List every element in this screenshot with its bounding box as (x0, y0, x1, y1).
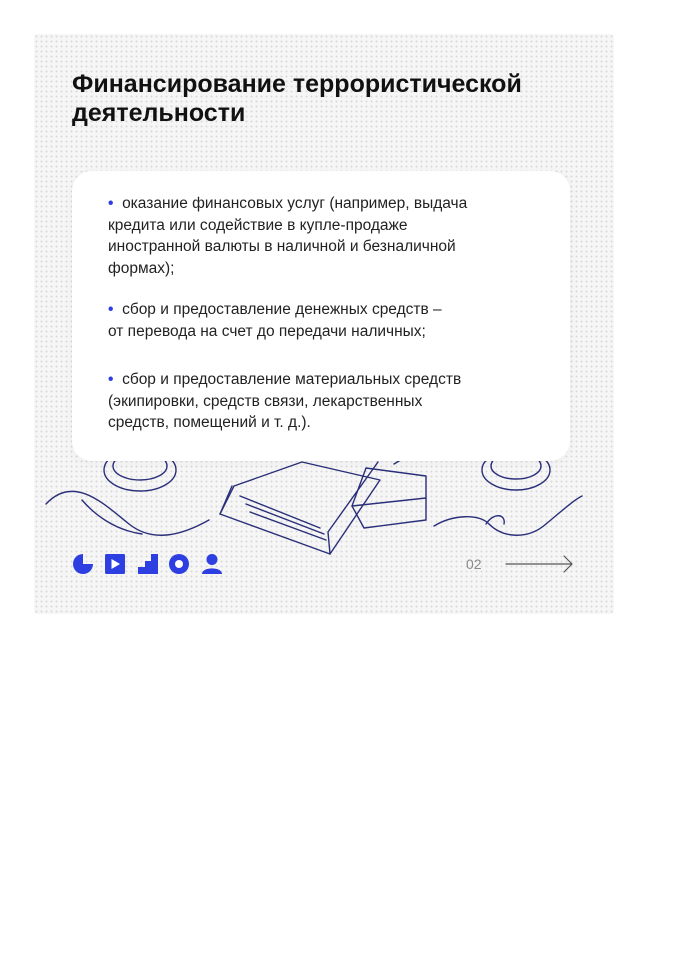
list-item (108, 193, 548, 279)
list-item (108, 369, 548, 434)
play-icon (105, 554, 125, 574)
bullet: • (108, 301, 114, 318)
item-line: от перевода на счет до передачи наличных; (108, 322, 426, 340)
item-line: кредита или содействие в купле-продаже (108, 216, 408, 234)
item-text: сбор и предоставление материальных средств (122, 371, 462, 388)
item-line: средств, помещений и т. д.). (108, 414, 311, 431)
stairs-icon (138, 554, 158, 574)
slide (34, 34, 614, 614)
title-line: деятельности (72, 99, 246, 127)
bullet: • (108, 195, 114, 212)
item-text: сбор и предоставление денежных средств – (122, 301, 442, 318)
pie-icon (73, 554, 93, 574)
item-line (108, 369, 548, 391)
list-item (108, 299, 548, 342)
item-line: формах); (108, 259, 175, 277)
page-title (72, 70, 592, 128)
person-icon (202, 554, 222, 574)
page-number: 02 (466, 556, 482, 572)
item-line (108, 299, 548, 321)
arrow-right-icon[interactable] (504, 553, 576, 575)
brand-icons (72, 553, 232, 575)
ring-icon (169, 554, 189, 574)
content-card (72, 171, 570, 461)
item-text: оказание финансовых услуг (например, выдача (122, 195, 468, 212)
bullet: • (108, 371, 114, 388)
item-line: иностранной валюты в наличной и безналичной (108, 238, 456, 255)
item-line: (экипировки, средств связи, лекарственных (108, 392, 423, 410)
title-line: Финансирование террористической (72, 70, 522, 98)
item-line (108, 193, 548, 215)
